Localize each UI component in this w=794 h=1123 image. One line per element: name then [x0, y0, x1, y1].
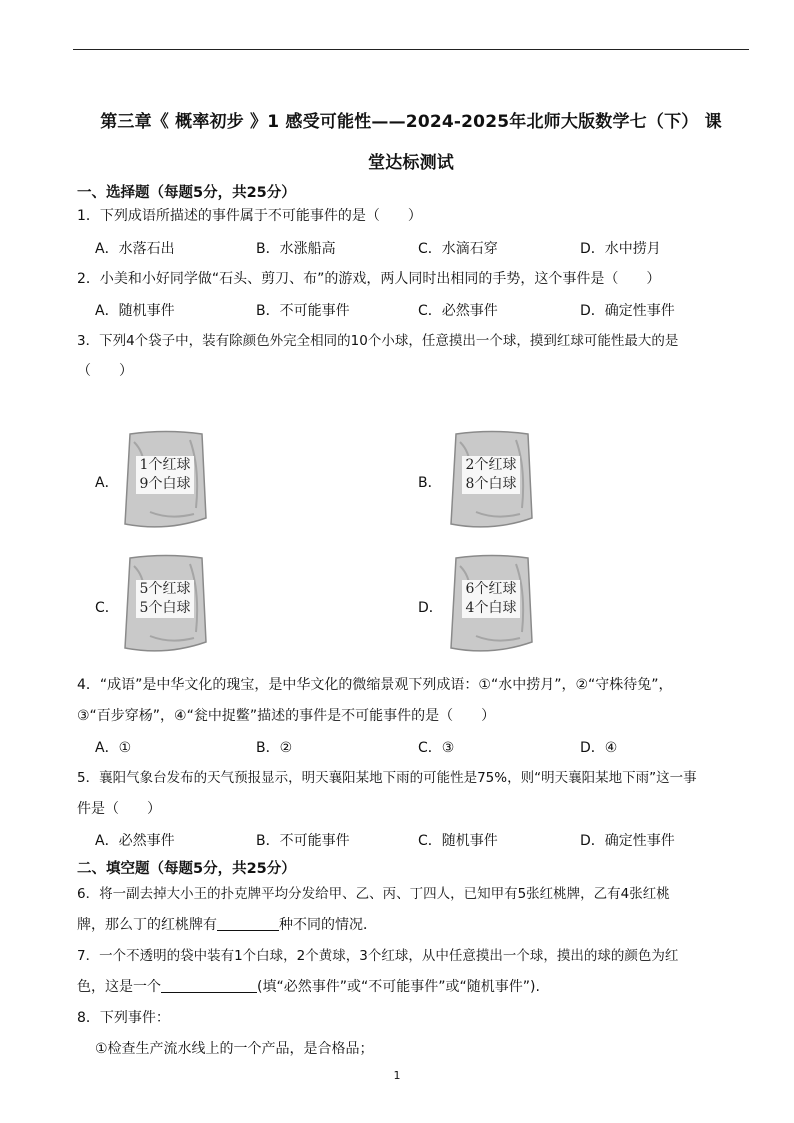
- q3-stem-line2: （ ）: [77, 363, 133, 379]
- q4-option-d: D．④: [580, 740, 618, 756]
- q2-option-a: A．随机事件: [95, 303, 175, 319]
- q7-line2-prefix: 色，这是一个: [77, 979, 161, 995]
- q7-line2-suffix: (填“必然事件”或“不可能事件”或“随机事件”).: [257, 979, 540, 995]
- q8-item1: ①检查生产流水线上的一个产品，是合格品；: [95, 1041, 374, 1057]
- q4-stem-line2: ③“百步穿杨”，④“瓮中捉鳖”描述的事件是不可能事件的是（ ）: [77, 708, 496, 724]
- bag-b-red-count: 2个红球: [465, 457, 517, 473]
- q6-line2-prefix: 牌，那么丁的红桃牌有: [77, 917, 217, 933]
- q7-line2: [77, 977, 744, 997]
- header-rule: [73, 49, 749, 50]
- q2-option-d: D．确定性事件: [580, 303, 675, 319]
- q3-option-d-letter: D．: [418, 600, 443, 616]
- page-number: 1: [393, 1069, 401, 1082]
- bag-a-red-count: 1个红球: [139, 457, 191, 473]
- q6-answer-blank[interactable]: [217, 916, 279, 931]
- q5-option-d: D．确定性事件: [580, 833, 675, 849]
- q5-stem-line1: 5．襄阳气象台发布的天气预报显示，明天襄阳某地下雨的可能性是75%，则“明天襄阳某地下雨”这一事: [77, 770, 697, 786]
- q5-option-a: A．必然事件: [95, 833, 175, 849]
- bag-b-white-count: 8个白球: [465, 476, 517, 492]
- q3-option-c-letter: C．: [95, 600, 119, 616]
- bag-c-white-count: 5个白球: [139, 600, 191, 616]
- bag-c-label: [136, 580, 194, 618]
- q7-answer-blank[interactable]: [161, 978, 257, 993]
- bag-a-label: [136, 456, 194, 494]
- q4-option-a: A．①: [95, 740, 132, 756]
- doc-title-line2: 堂达标测试: [368, 153, 454, 173]
- q3-stem-line1: 3．下列4个袋子中，装有除颜色外完全相同的10个小球，任意摸出一个球，摸到红球可能性最大的是: [77, 333, 679, 349]
- q2-stem: 2．小美和小好同学做“石头、剪刀、布”的游戏，两人同时出相同的手势，这个事件是（ ）: [77, 271, 661, 287]
- q3-bag-a-image: [120, 428, 212, 532]
- doc-title-line1: 第三章《 概率初步 》1 感受可能性——2024-2025年北师大版数学七（下） 课: [100, 112, 722, 132]
- q6-line2: [77, 915, 744, 935]
- q2-option-c: C．必然事件: [418, 303, 498, 319]
- bag-d-red-count: 6个红球: [465, 581, 517, 597]
- q3-option-a-letter: A．: [95, 475, 119, 491]
- q5-stem-line2: 件是（ ）: [77, 801, 161, 817]
- section-choice-heading: 一、选择题（每题5分，共25分）: [77, 185, 296, 201]
- bag-d-label: [462, 580, 520, 618]
- q1-option-a: A．水落石出: [95, 241, 175, 257]
- q6-line2-suffix: 种不同的情况．: [279, 917, 377, 933]
- q8-stem: 8．下列事件：: [77, 1010, 170, 1026]
- q6-line1: 6．将一副去掉大小王的扑克牌平均分发给甲、乙、丙、丁四人，已知甲有5张红桃牌，乙有4张红桃: [77, 886, 670, 902]
- q5-option-c: C．随机事件: [418, 833, 498, 849]
- bag-a-white-count: 9个白球: [139, 476, 191, 492]
- q3-bag-b-image: [446, 428, 538, 532]
- q5-option-b: B．不可能事件: [256, 833, 350, 849]
- bag-d-white-count: 4个白球: [465, 600, 517, 616]
- bag-c-red-count: 5个红球: [139, 581, 191, 597]
- q1-stem: 1．下列成语所描述的事件属于不可能事件的是（ ）: [77, 208, 422, 224]
- q1-option-c: C．水滴石穿: [418, 241, 498, 257]
- q7-line1: 7．一个不透明的袋中装有1个白球，2个黄球，3个红球，从中任意摸出一个球，摸出的球的颜色为红: [77, 948, 679, 964]
- q2-option-b: B．不可能事件: [256, 303, 350, 319]
- q4-stem-line1: 4．“成语”是中华文化的瑰宝，是中华文化的微缩景观下列成语：①“水中捞月”，②“守株待兔”，: [77, 677, 673, 693]
- q4-option-b: B．②: [256, 740, 293, 756]
- q3-bag-d-image: [446, 552, 538, 656]
- q3-bag-c-image: [120, 552, 212, 656]
- q1-option-b: B．水涨船高: [256, 241, 336, 257]
- bag-b-label: [462, 456, 520, 494]
- q3-option-b-letter: B．: [418, 475, 442, 491]
- q1-option-d: D．水中捞月: [580, 241, 661, 257]
- q4-option-c: C．③: [418, 740, 455, 756]
- section-fill-heading: 二、填空题（每题5分，共25分）: [77, 861, 296, 877]
